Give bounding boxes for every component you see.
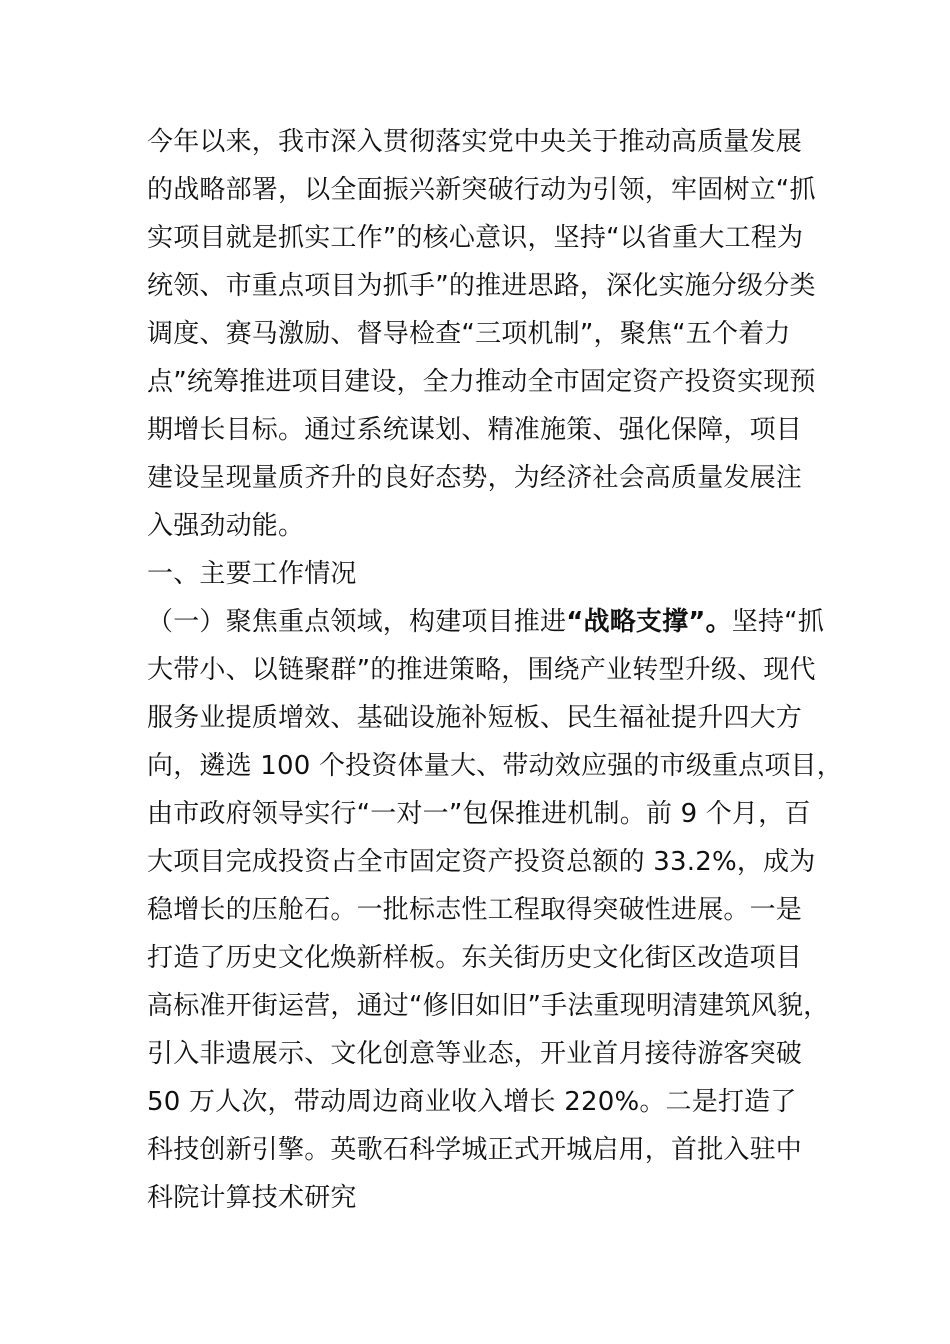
body-line-4: 由市政府领导实行“一对一”包保推进机制。前 9 个月，百 (147, 799, 811, 829)
intro-line-5: 调度、赛马激励、督导检查“三项机制”，聚焦“五个着力 (147, 319, 791, 349)
body-line-1: 大带小、以链聚群”的推进策略，围绕产业转型升级、现代 (147, 655, 816, 685)
body-line-7: 打造了历史文化焕新样板。东关街历史文化街区改造项目 (147, 943, 803, 973)
intro-line-7: 期增长目标。通过系统谋划、精准施策、强化保障，项目 (147, 415, 803, 445)
body-line-9: 引入非遗展示、文化创意等业态，开业首月接待游客突破 (147, 1039, 803, 1069)
subsection-prefix: （一）聚焦重点领域，构建项目推进 (147, 607, 567, 637)
body-line-12: 科院计算技术研究 (147, 1183, 357, 1213)
intro-line-4: 统领、市重点项目为抓手”的推进思路，深化实施分级分类 (147, 271, 816, 301)
intro-line-3: 实项目就是抓实工作”的核心意识，坚持“以省重大工程为 (147, 223, 804, 253)
body-line-2: 服务业提质增效、基础设施补短板、民生福祉提升四大方 (147, 703, 803, 733)
document-body (147, 118, 847, 1222)
body-line-5: 大项目完成投资占全市固定资产投资总额的 33.2%，成为 (147, 847, 816, 877)
body-line-3: 向，遴选 100 个投资体量大、带动效应强的市级重点项目， (147, 751, 843, 781)
intro-line-8: 建设呈现量质齐升的良好态势，为经济社会高质量发展注 (147, 463, 803, 493)
subsection-suffix: 坚持“抓 (731, 607, 825, 637)
intro-line-2: 的战略部署，以全面振兴新突破行动为引领，牢固树立“抓 (147, 175, 816, 205)
intro-line-6: 点”统筹推进项目建设，全力推动全市固定资产投资实现预 (147, 367, 816, 397)
intro-line-9: 入强劲动能。 (147, 511, 305, 541)
section-heading: 一、主要工作情况 (147, 559, 357, 589)
subsection-heading-line (147, 598, 847, 646)
intro-line-1: 今年以来，我市深入贯彻落实党中央关于推动高质量发展 (147, 127, 803, 157)
body-line-8: 高标准开街运营，通过“修旧如旧”手法重现明清建筑风貌， (147, 991, 830, 1021)
body-line-10: 50 万人次，带动周边商业收入增长 220%。二是打造了 (147, 1087, 797, 1117)
body-line-11: 科技创新引擎。英歌石科学城正式开城启用，首批入驻中 (147, 1135, 803, 1165)
body-line-6: 稳增长的压舱石。一批标志性工程取得突破性进展。一是 (147, 895, 803, 925)
subsection-bold-title: “战略支撑”。 (566, 607, 732, 637)
